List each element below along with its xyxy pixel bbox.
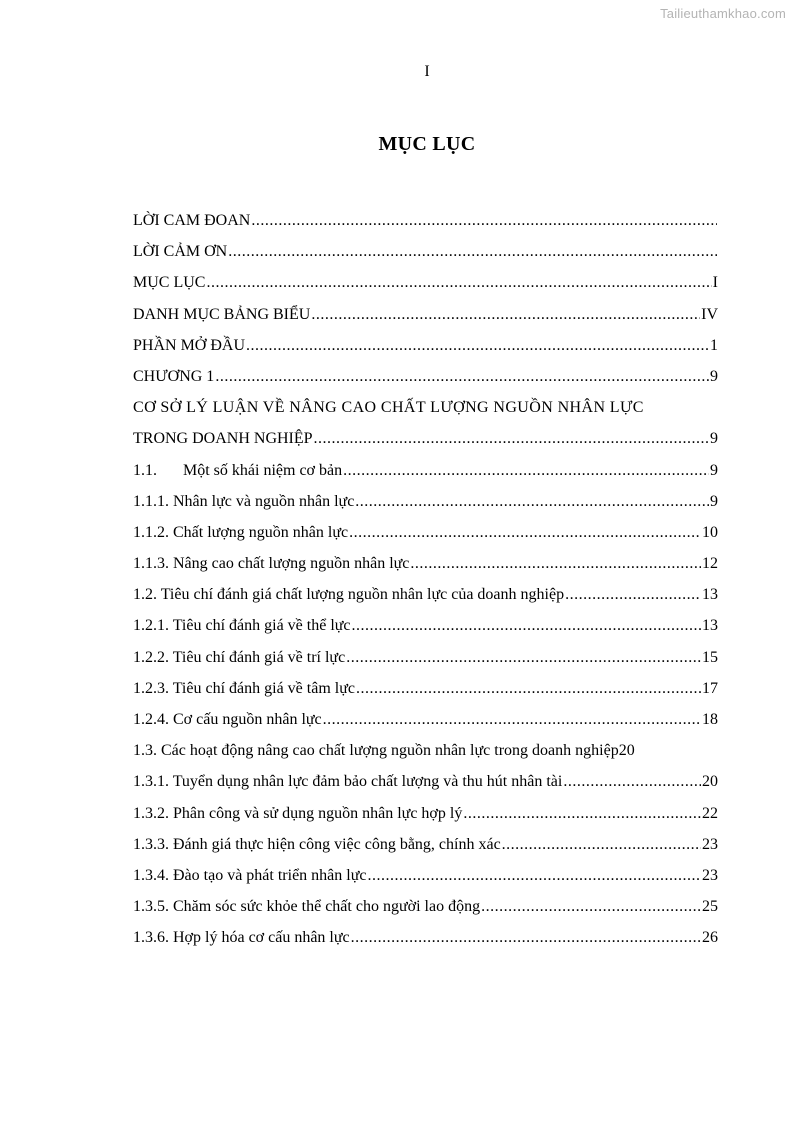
toc-leader-dots — [251, 205, 717, 236]
toc-leader-dots — [314, 423, 709, 454]
toc-entry-text: DANH MỤC BẢNG BIỂU — [133, 305, 311, 323]
toc-entry-text: 1.3.4. Đào tạo và phát triển nhân lực — [133, 866, 367, 884]
toc-entry-page: 25 — [702, 898, 718, 916]
toc-entry-phan-mo-dau[interactable] — [133, 330, 718, 361]
toc-entry-text: 1.2. Tiêu chí đánh giá chất lượng nguồn nhân lực của doanh nghiệp — [133, 586, 565, 604]
toc-entry-co-so-ly-luan-line1[interactable] — [133, 392, 718, 423]
toc-leader-dots — [206, 267, 711, 298]
toc-entry-page: 9 — [710, 492, 718, 510]
toc-entry-1-2-1[interactable] — [133, 610, 718, 641]
toc-entry-1-2-3[interactable] — [133, 673, 718, 704]
toc-leader-dots — [368, 860, 702, 891]
toc-entry-page: 12 — [702, 555, 718, 573]
toc-leader-dots — [323, 704, 701, 735]
toc-entry-1-3-6[interactable] — [133, 922, 718, 953]
toc-leader-dots — [311, 299, 700, 330]
toc-entry-1-2[interactable] — [133, 579, 718, 610]
toc-leader-dots — [356, 673, 701, 704]
toc-entry-text: CHƯƠNG 1 — [133, 367, 215, 385]
toc-entry-chuong-1[interactable] — [133, 361, 718, 392]
toc-entry-text: 1.3.2. Phân công và sử dụng nguồn nhân lực hợp lý — [133, 804, 463, 822]
toc-entry-1-3-4[interactable] — [133, 860, 718, 891]
toc-entry-text: LỜI CẢM ƠN — [133, 243, 228, 261]
toc-entry-text: 1.1.1. Nhân lực và nguồn nhân lực — [133, 492, 355, 510]
toc-leader-dots — [215, 361, 709, 392]
toc-leader-dots — [349, 517, 701, 548]
toc-entry-page: 20 — [618, 742, 635, 760]
toc-entry-page: 10 — [702, 523, 718, 541]
toc-entry-page: 22 — [702, 804, 718, 822]
toc-entry-page: 18 — [702, 711, 718, 728]
toc-entry-1-1-2[interactable] — [133, 517, 718, 548]
toc-leader-dots — [563, 766, 701, 797]
toc-leader-dots — [565, 579, 701, 610]
toc-entry-text: TRONG DOANH NGHIỆP — [133, 430, 313, 448]
toc-leader-dots — [410, 548, 701, 579]
toc-entry-page: 15 — [702, 648, 718, 666]
toc-entry-text: 1.2.1. Tiêu chí đánh giá về thể lực — [133, 617, 351, 635]
toc-entry-text: 1.3.1. Tuyển dụng nhân lực đảm bảo chất lượng và thu hút nhân tài — [133, 773, 563, 791]
toc-entry-text: 1.1.2. Chất lượng nguồn nhân lực — [133, 523, 349, 541]
toc-entry-1-3-1[interactable] — [133, 766, 718, 797]
toc-entry-muc-luc[interactable] — [133, 267, 718, 298]
toc-entry-text: 1.1.3. Nâng cao chất lượng nguồn nhân lực — [133, 555, 410, 573]
toc-entry-text: 1.3.5. Chăm sóc sức khỏe thể chất cho người lao động — [133, 898, 481, 916]
toc-entry-1-3[interactable] — [133, 735, 718, 766]
watermark: Tailieuthamkhao.com — [660, 6, 786, 21]
toc-entry-1-2-2[interactable] — [133, 642, 718, 673]
toc-entry-label: Một số khái niệm cơ bản — [183, 461, 343, 479]
toc-leader-dots — [502, 829, 701, 860]
toc-entry-text: 1.2.4. Cơ cấu nguồn nhân lực — [133, 711, 322, 728]
page-title: MỤC LỤC — [378, 133, 476, 155]
toc-entry-page: 9 — [710, 461, 718, 479]
toc-leader-dots — [481, 891, 701, 922]
toc-entry-text — [133, 455, 342, 486]
toc-entry-page: 13 — [702, 586, 718, 604]
toc-entry-page: 23 — [702, 866, 718, 884]
toc-entry-1-3-3[interactable] — [133, 829, 718, 860]
toc-entry-1-1-1[interactable] — [133, 486, 718, 517]
toc-entry-1-3-2[interactable] — [133, 798, 718, 829]
toc-entry-text: 1.3.6. Hợp lý hóa cơ cấu nhân lực — [133, 929, 350, 947]
toc-entry-page: 20 — [702, 773, 718, 791]
toc-entry-text: CƠ SỞ LÝ LUẬN VỀ NÂNG CAO CHẤT LƯỢNG NGUỒN NHÂN LỰC — [133, 399, 644, 417]
toc-leader-dots — [351, 922, 701, 953]
toc-leader-dots — [343, 455, 709, 486]
toc-leader-dots — [246, 330, 709, 361]
toc-entry-text: PHẦN MỞ ĐẦU — [133, 336, 246, 354]
toc-entry-co-so-ly-luan[interactable] — [133, 423, 718, 454]
toc-entry-number: 1.1. — [133, 461, 157, 479]
toc-leader-dots — [228, 236, 717, 267]
toc-entry-page: IV — [701, 305, 718, 323]
toc-entry-loi-cam-doan[interactable] — [133, 205, 718, 236]
toc-leader-dots — [463, 798, 701, 829]
toc-entry-page: 23 — [702, 835, 718, 853]
toc-entry-page: I — [712, 274, 718, 292]
page-number: I — [424, 63, 430, 80]
toc-entry-text: 1.3.3. Đánh giá thực hiện công việc công bằng, chính xác — [133, 835, 501, 853]
toc-entry-page: 26 — [702, 929, 718, 947]
toc-entry-page: 13 — [702, 617, 718, 635]
toc-entry-text: 1.2.2. Tiêu chí đánh giá về trí lực — [133, 648, 346, 666]
toc-entry-page: 17 — [702, 679, 718, 697]
toc-entry-text: LỜI CAM ĐOAN — [133, 212, 251, 229]
toc-entry-1-3-5[interactable] — [133, 891, 718, 922]
toc-entry-page: 9 — [710, 430, 718, 448]
toc-leader-dots — [346, 642, 701, 673]
toc-leader-dots — [355, 486, 709, 517]
toc-entry-text: MỤC LỤC — [133, 274, 206, 292]
toc-leader-dots — [352, 610, 701, 641]
toc-entry-page: 1 — [710, 336, 718, 354]
toc-entry-text: 1.3. Các hoạt động nâng cao chất lượng nguồn nhân lực trong doanh nghiệp — [133, 742, 619, 760]
toc-entry-1-2-4[interactable] — [133, 704, 718, 735]
toc-entry-1-1-3[interactable] — [133, 548, 718, 579]
toc-entry-page: 9 — [710, 367, 718, 385]
table-of-contents — [133, 205, 718, 954]
toc-entry-text: 1.2.3. Tiêu chí đánh giá về tâm lực — [133, 679, 355, 697]
toc-entry-danh-muc-bang-bieu[interactable] — [133, 299, 718, 330]
toc-entry-1-1[interactable] — [133, 455, 718, 486]
toc-entry-loi-cam-on[interactable] — [133, 236, 718, 267]
